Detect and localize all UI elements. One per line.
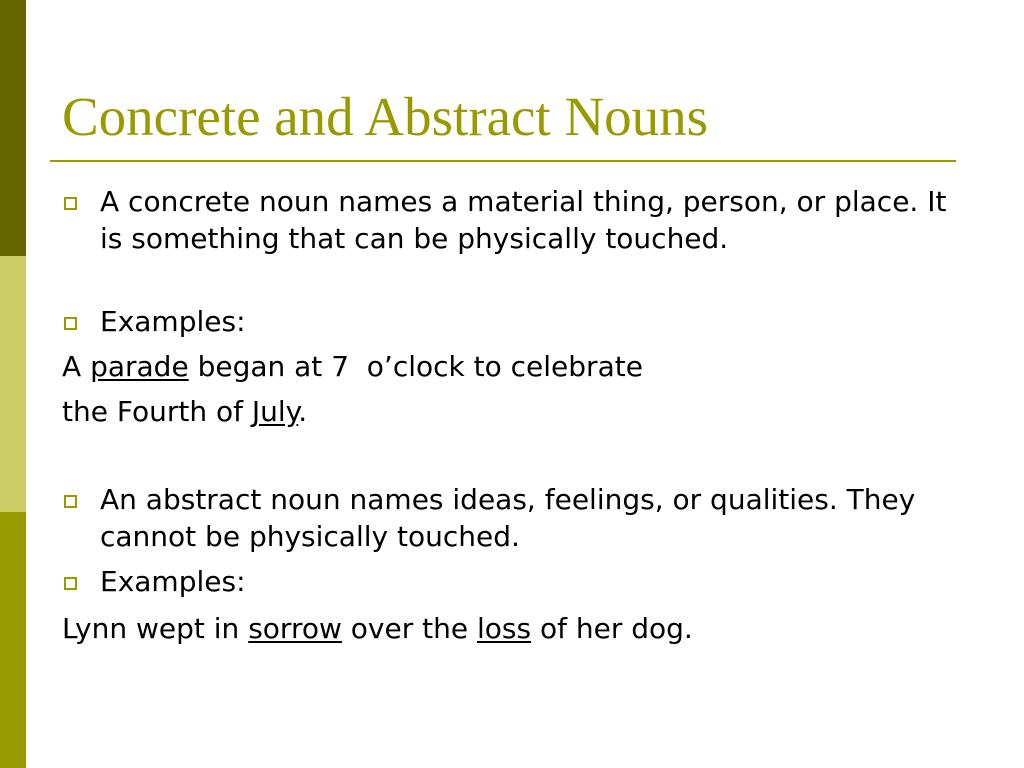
concrete-example-line-1 xyxy=(62,348,643,385)
concrete-noun-example: July xyxy=(251,395,299,428)
bullet-concrete-definition xyxy=(62,183,960,257)
example-text: . xyxy=(298,395,308,428)
side-bar-middle-segment xyxy=(0,256,26,512)
example-text: A xyxy=(62,350,91,383)
bullet-abstract-examples xyxy=(62,563,960,600)
example-text: began at 7 o’clock to celebrate xyxy=(188,350,643,383)
abstract-noun-example: sorrow xyxy=(248,612,342,645)
side-bar-bottom-segment xyxy=(0,512,26,768)
bullet-abstract-definition xyxy=(62,481,960,555)
example-text: Lynn wept in xyxy=(62,612,249,645)
example-text: over the xyxy=(341,612,477,645)
abstract-example-line-1 xyxy=(62,610,693,647)
example-text: the Fourth of xyxy=(62,395,252,428)
concrete-example-line-2 xyxy=(62,393,307,430)
square-bullet-icon xyxy=(64,577,77,590)
concrete-noun-example: parade xyxy=(90,350,189,383)
slide-title: Concrete and Abstract Nouns xyxy=(62,86,709,147)
side-bar-top-segment xyxy=(0,0,26,256)
bullet-text: Examples: xyxy=(100,305,246,338)
square-bullet-icon xyxy=(64,197,77,210)
bullet-text: An abstract noun names ideas, feelings, or qualities. They cannot be physically touched. xyxy=(100,483,916,553)
abstract-noun-example: loss xyxy=(476,612,532,645)
bullet-concrete-examples xyxy=(62,303,960,340)
example-text: of her dog. xyxy=(531,612,693,645)
bullet-text: Examples: xyxy=(100,565,246,598)
square-bullet-icon xyxy=(64,495,77,508)
square-bullet-icon xyxy=(64,317,77,330)
title-divider xyxy=(50,160,956,162)
bullet-text: A concrete noun names a material thing, person, or place. It is something that can be physically touched. xyxy=(100,185,947,255)
